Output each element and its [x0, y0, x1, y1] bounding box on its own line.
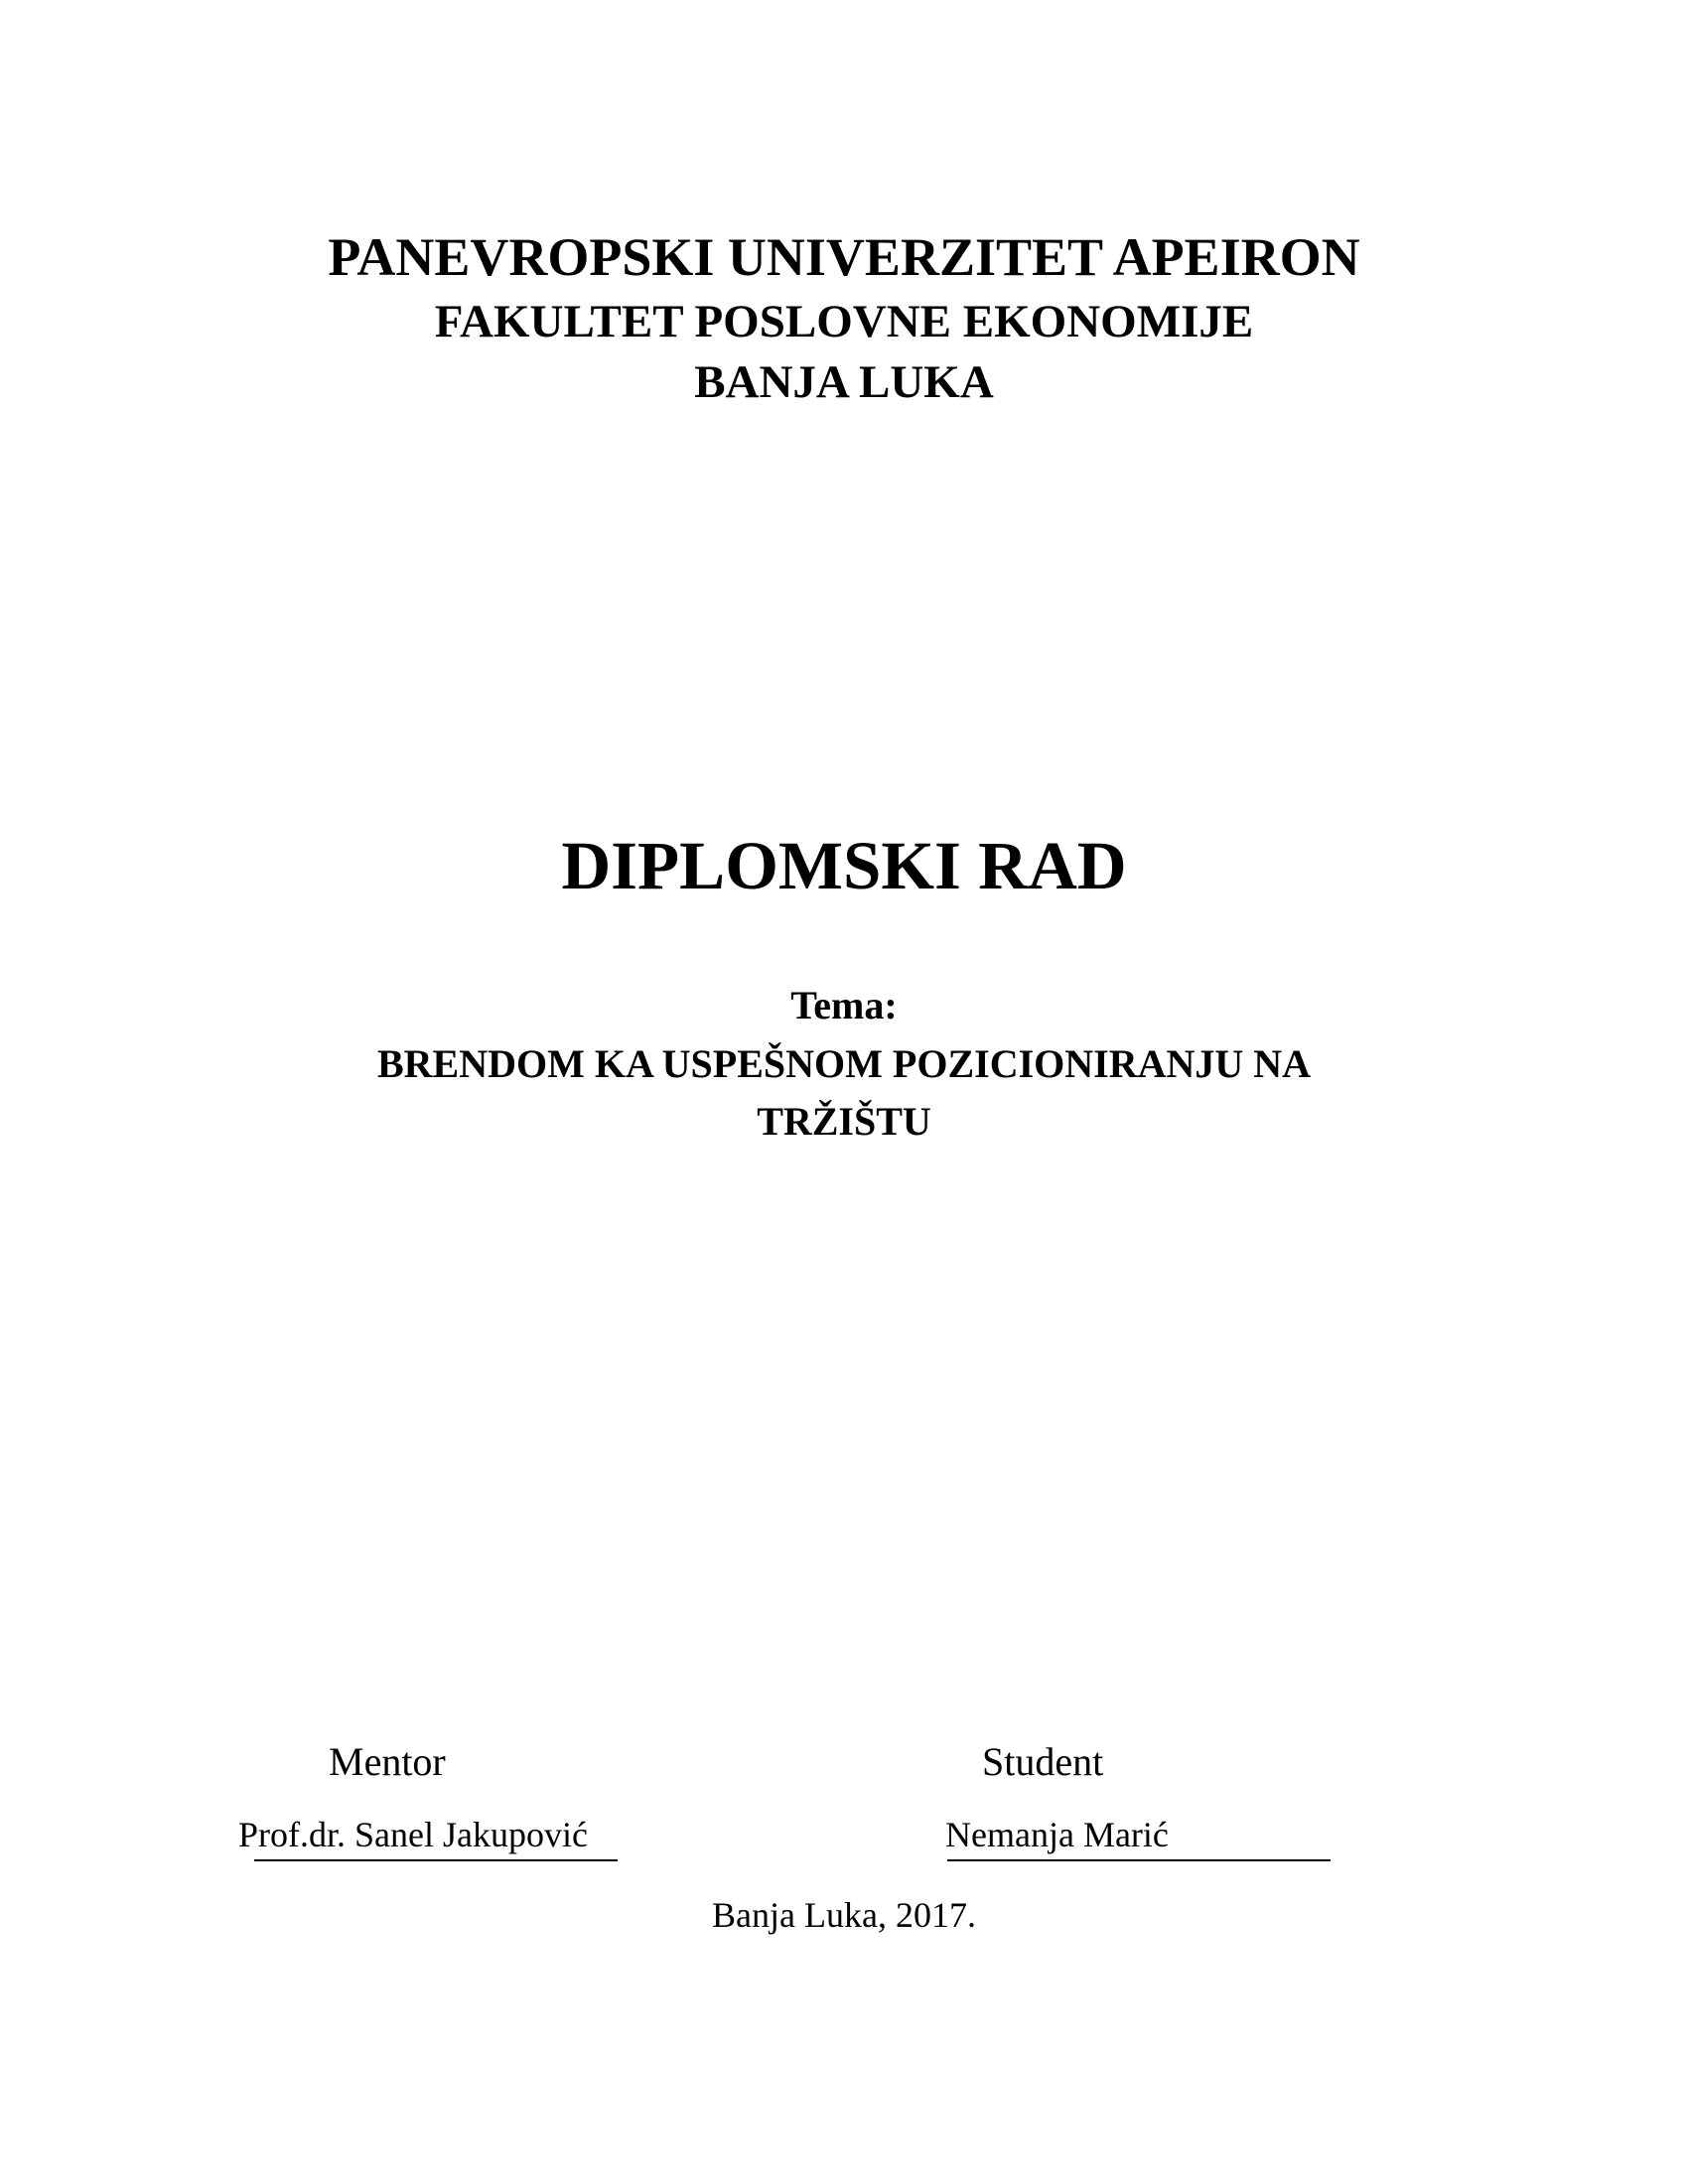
topic-title-line-2: TRŽIŠTU — [757, 1099, 931, 1144]
topic-title-line-1: BRENDOM KA USPEŠNOM POZICIONIRANJU NA — [376, 1041, 1312, 1086]
document-type: DIPLOMSKI RAD — [561, 828, 1127, 903]
student-label: Student — [982, 1739, 1104, 1784]
faculty-name: FAKULTET POSLOVNE EKONOMIJE — [434, 296, 1254, 347]
place-and-date: Banja Luka, 2017. — [712, 1895, 976, 1935]
mentor-name: Prof.dr. Sanel Jakupović — [238, 1815, 588, 1854]
city-name: BANJA LUKA — [694, 356, 994, 408]
mentor-signature-line — [254, 1859, 618, 1861]
mentor-label: Mentor — [329, 1739, 446, 1784]
student-signature-line — [947, 1859, 1331, 1861]
student-signature-block — [945, 1817, 1342, 1862]
topic-label: Tema: — [790, 983, 898, 1027]
university-name: PANEVROPSKI UNIVERZITET APEIRON — [328, 227, 1360, 287]
student-name: Nemanja Marić — [945, 1815, 1169, 1854]
mentor-signature-block — [238, 1817, 626, 1862]
